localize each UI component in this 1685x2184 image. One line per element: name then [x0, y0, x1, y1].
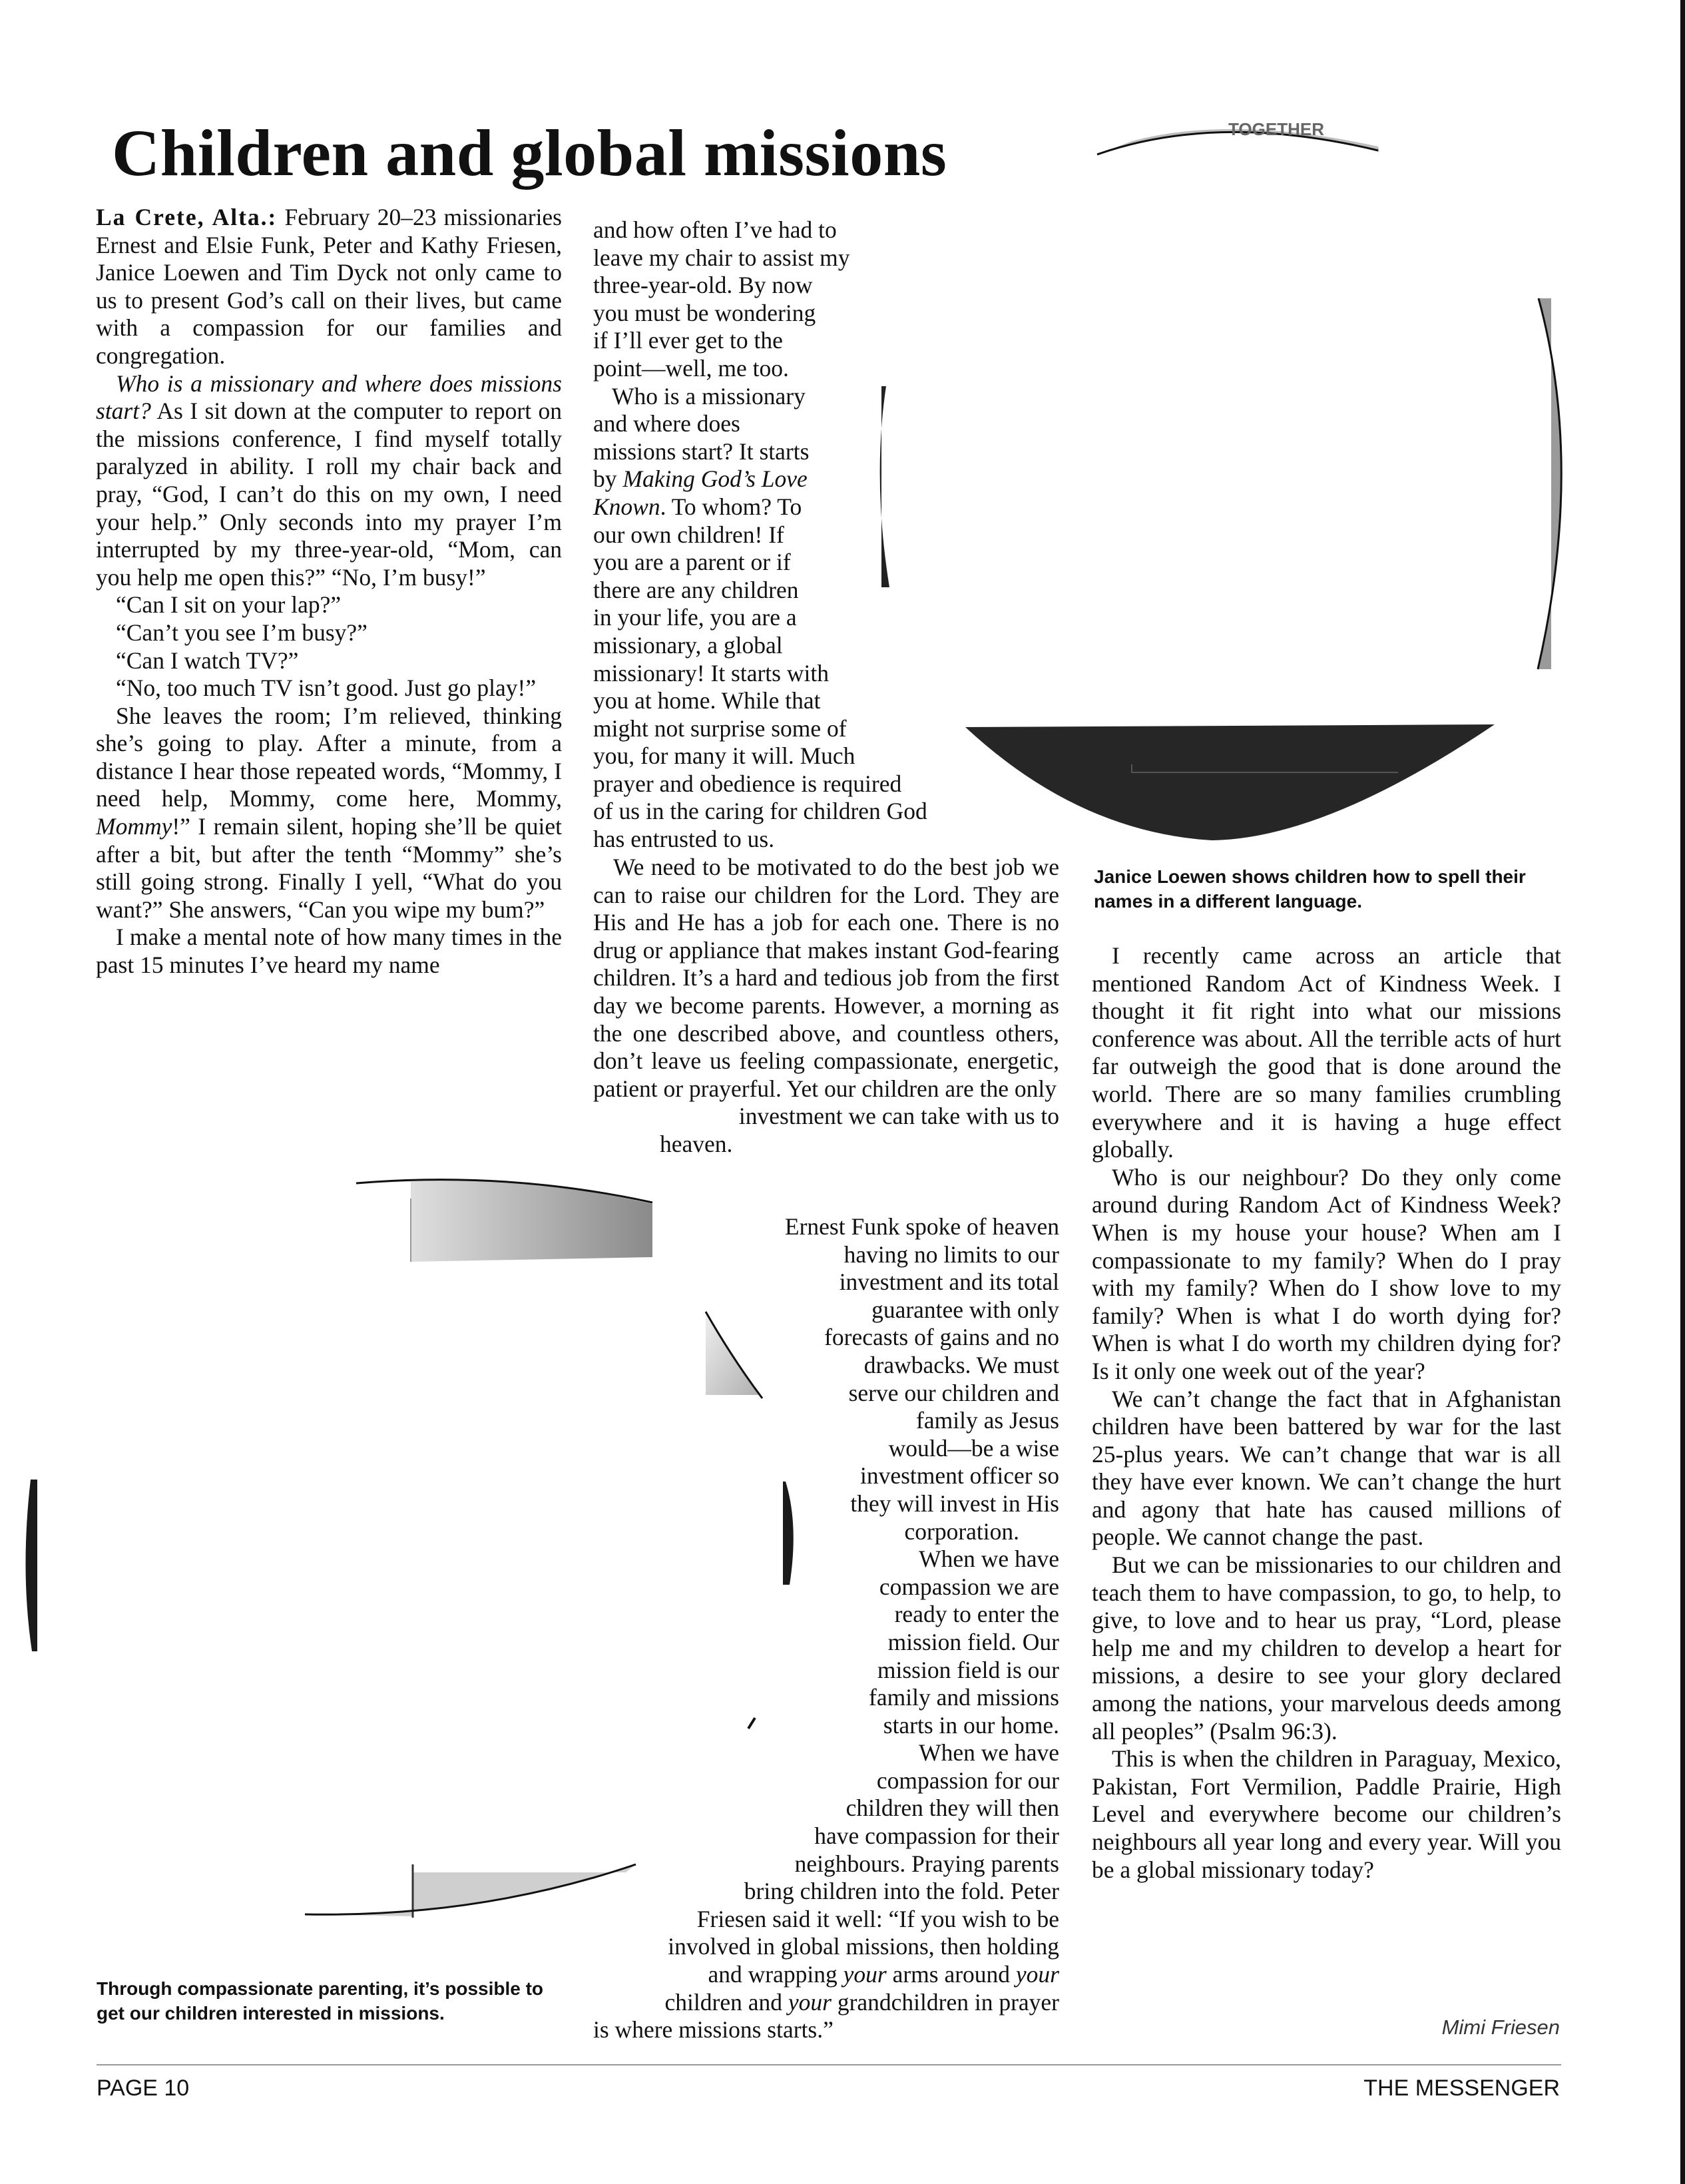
line-text: grandchildren in prayer [831, 1988, 1059, 2016]
line-emphasis: Known [593, 493, 660, 520]
paragraph-text: !” I remain silent, hoping she’ll be quiet after a bit, but after the tenth “Mommy” she’s still going strong. Finally I yell, “What do you want?” She answers, “Can you wipe my bum?” [96, 813, 562, 923]
paragraph: “No, too much TV isn’t good. Just go play!” [116, 675, 537, 702]
line-text: by [593, 465, 623, 493]
paragraph-text: She leaves the room; I’m relieved, thinking she’s going to play. After a minute, from a distance I hear those repeated words, “Mommy, I need help, Mommy, come here, Mommy, [96, 702, 562, 812]
line: have compassion for their [814, 1822, 1059, 1850]
footer-rule [97, 2064, 1561, 2065]
line: drawbacks. We must [863, 1351, 1059, 1378]
paragraph: We can’t change the fact that in Afghanistan children have been battered by war for the last 25-plus years. We can’t change that war is all they have ever known. We can’t change the hurt and agony that hate has caused millions of people. We cannot change the past. [1092, 1385, 1561, 1551]
line: investment officer so [859, 1462, 1059, 1490]
line: When we have [919, 1739, 1059, 1767]
line: missionary! It starts with [593, 659, 829, 686]
photo-sign-text: TOGETHER [1228, 119, 1324, 139]
column-1 [96, 204, 562, 979]
line: would—be a wise [888, 1434, 1059, 1462]
line: investment and its total [839, 1268, 1059, 1296]
line: When we have [919, 1545, 1059, 1573]
line: compassion we are [879, 1573, 1059, 1600]
paragraph [96, 204, 562, 370]
line: forecasts of gains and no [824, 1324, 1059, 1351]
line: heaven. [660, 1130, 733, 1157]
line: neighbours. Praying parents [794, 1850, 1059, 1877]
photo-caption-bottom: Through compassionate parenting, it’s possible to get our children interested in missions. [97, 1978, 544, 2024]
line: and how often I’ve had to [593, 216, 837, 243]
line: there are any children [593, 576, 799, 603]
paragraph: I make a mental note of how many times in the past 15 minutes I’ve heard my name [96, 924, 562, 979]
byline: Mimi Friesen [1441, 2016, 1560, 2039]
line: children they will then [845, 1794, 1059, 1822]
line-emphasis: your [843, 1961, 887, 1988]
line: you, for many it will. Much [593, 742, 855, 770]
line-text: arms around [886, 1961, 1016, 1988]
column-2-bottom [593, 1213, 1059, 2044]
line: investment we can take with us to [738, 1103, 1059, 1130]
line: if I’ll ever get to the [593, 327, 783, 354]
line: corporation. [904, 1517, 1019, 1545]
line: ready to enter the [894, 1601, 1059, 1628]
line-emphasis: Making God’s Love [622, 465, 808, 493]
line-text: children and [664, 1988, 788, 2016]
line: you must be wondering [593, 299, 816, 326]
line: bring children into the fold. Peter [744, 1878, 1059, 1905]
paragraph: I recently came across an article that mentioned Random Act of Kindness Week. I thought it fit right into what our missions conference was about. All the terrible acts of hurt far outweigh the good that is done around the world. There are so many families crumbling everywhere and it is having a huge effect globally. [1092, 942, 1561, 1163]
line-text: and wrapping [708, 1961, 843, 1988]
paragraph: Who is our neighbour? Do they only come around during Random Act of Kindness Week? When is my house your house? When am I compassionate to my family? When do I pray with my family? When do I show love to my family? When is what I do worth dying for? When is what I do worth my children dying for? Is it only one week out of the year? [1092, 1163, 1561, 1384]
line: in your life, you are a [593, 604, 797, 631]
line: three-year-old. By now [593, 272, 813, 299]
line [593, 1989, 1059, 2017]
line: starts in our home. [883, 1711, 1059, 1739]
paragraph: “Can I watch TV?” [116, 647, 299, 674]
bottom-photo-left-arc [25, 1480, 37, 1651]
scan-edge [1680, 0, 1685, 2184]
line [593, 465, 873, 493]
paragraph: We need to be motivated to do the best job we can to raise our children for the Lord. They are His and He has a job for each one. There is no drug or appliance that makes instant God-fearing children. It’s a hard and tedious job from the first day we become parents. However, a morning as the one described above, and countless others, don’t leave us feeling compassionate, energetic, patient or prayerful. Yet our children are the only [593, 854, 1059, 1102]
line: and where does [593, 410, 740, 437]
bottom-photo-bottom-arc [305, 1864, 636, 1916]
paragraph-emphasis: Who is a missionary and where does missions start? [96, 370, 562, 425]
line: they will invest in His [850, 1490, 1059, 1517]
line: having no limits to our [843, 1240, 1059, 1268]
line: guarantee with only [871, 1296, 1059, 1323]
line: involved in global missions, then holding [668, 1933, 1059, 1960]
paragraph: “Can I sit on your lap?” [116, 591, 342, 619]
line: of us in the caring for children God [593, 798, 927, 825]
column-2-top [593, 216, 1066, 854]
paragraph: “Can’t you see I’m busy?” [116, 619, 367, 646]
column-3 [1092, 942, 1561, 1884]
line: mission field is our [877, 1656, 1059, 1683]
dateline: La Crete, Alta.: [96, 204, 278, 230]
line [593, 493, 873, 521]
paragraph [96, 702, 562, 924]
line: mission field. Our [887, 1628, 1059, 1655]
publication-name: THE MESSENGER [1363, 2075, 1560, 2101]
line: point—well, me too. [593, 354, 789, 382]
line: you are a parent or if [593, 549, 791, 576]
line: Who is a missionary [612, 382, 806, 410]
line: compassion for our [876, 1767, 1059, 1794]
line: Ernest Funk spoke of heaven [784, 1213, 1059, 1240]
photo-caption-top: Janice Loewen shows children how to spell their names in a different language. [1094, 866, 1526, 912]
paragraph-text: As I sit down at the computer to report on the missions conference, I find myself totally paralyzed in ability. I roll my chair back and pray, “God, I can’t do this on my own, I need your help.” Only seconds into my prayer I’m interrupted by my three-year-old, “Mom, can you help me open this?” “No, I’m busy!” [96, 398, 562, 591]
line: missionary, a global [593, 631, 783, 659]
line: family as Jesus [916, 1407, 1059, 1434]
paragraph: But we can be missionaries to our children and teach them to have compassion, to go, to help, to give, to love and to hear us pray, “Lord, please help me and my children to develop a heart for missions, a desire to see your glory declared among the nations, your marvelous deeds among all peoples” (Psalm 96:3). [1092, 1551, 1561, 1745]
line: serve our children and [848, 1379, 1059, 1406]
line-text: . To whom? To [660, 493, 802, 520]
line: might not surprise some of [593, 714, 847, 742]
line: missions start? It starts [593, 437, 810, 465]
column-2-middle [593, 854, 1059, 1159]
paragraph-emphasis: Mommy [96, 813, 172, 840]
page-number: PAGE 10 [97, 2075, 190, 2101]
line: you at home. While that [593, 687, 821, 714]
line-emphasis: your [788, 1988, 832, 2016]
line-emphasis: your [1015, 1961, 1059, 1988]
paragraph [96, 370, 562, 592]
article-title: Children and global missions [112, 116, 947, 190]
line: Friesen said it well: “If you wish to be [696, 1905, 1059, 1932]
paragraph-text: February 20–23 missionaries Ernest and Elsie Funk, Peter and Kathy Friesen, Janice Loewen and Tim Dyck not only came to us to present God’s call on their lives, but came with a compassion for our families and congregation. [96, 204, 563, 369]
line: prayer and obedience is required [593, 770, 902, 797]
line: our own children! If [593, 521, 784, 548]
line: leave my chair to assist my [593, 244, 850, 271]
line: is where missions starts.” [593, 2016, 834, 2044]
line: family and missions [869, 1684, 1059, 1711]
paragraph: This is when the children in Paraguay, Mexico, Pakistan, Fort Vermilion, Paddle Prairie, High Level and everywhere become our children’s neighbours all year long and every year. Will you be a global missionary today? [1092, 1745, 1561, 1883]
line [593, 1961, 1059, 1989]
line: has entrusted to us. [593, 826, 775, 853]
